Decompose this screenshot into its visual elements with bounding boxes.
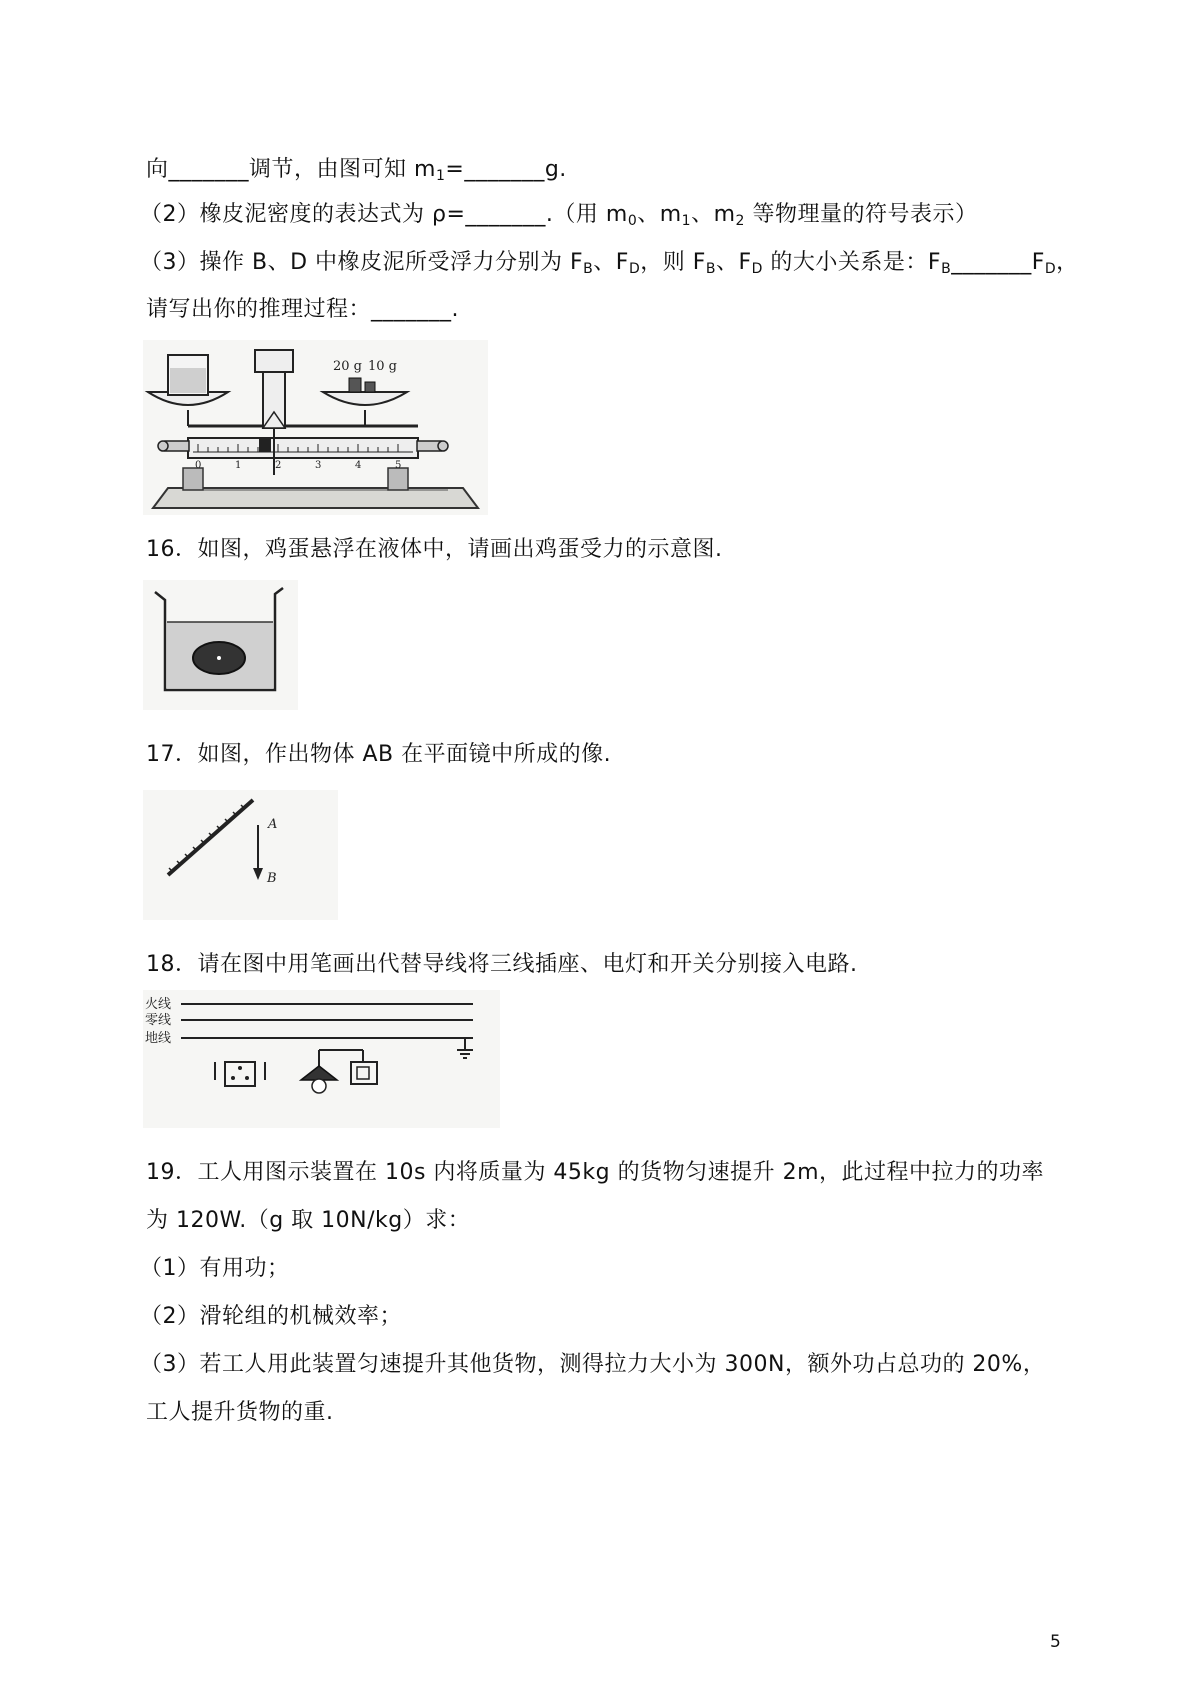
- text: g.: [544, 157, 567, 182]
- weight-label: 10 g: [368, 359, 397, 374]
- label-b: B: [267, 871, 277, 886]
- text-line-1: [146, 155, 567, 185]
- scale-label: 3: [315, 460, 322, 471]
- circuit-diagram: [143, 990, 500, 1128]
- text-line-3: [140, 248, 1079, 278]
- mirror-figure: [143, 790, 338, 920]
- subscript: 1: [435, 168, 446, 184]
- scale-label: 1: [235, 460, 242, 471]
- subscript: D: [751, 261, 763, 277]
- answer-blank: _______: [168, 157, 250, 182]
- text: （3）操作 B、D 中橡皮泥所受浮力分别为 F: [140, 250, 584, 275]
- scale-label: 0: [195, 460, 202, 471]
- text: （2）橡皮泥密度的表达式为 ρ=: [140, 202, 466, 227]
- scale-label: 2: [275, 460, 282, 471]
- answer-blank: _______: [464, 157, 545, 182]
- text-line-2: [140, 200, 977, 230]
- question-19-line-6: 工人提升货物的重.: [146, 1400, 334, 1425]
- subscript: D: [628, 261, 641, 277]
- subscript: B: [583, 261, 594, 277]
- beaker-egg-figure: [143, 580, 298, 710]
- text: .（用 m: [545, 202, 628, 227]
- weight-label: 20 g: [333, 359, 362, 374]
- question-19-part-3: （3）若工人用此装置匀速提升其他货物，测得拉力大小为 300N，额外功占总功的 20%，: [140, 1352, 1046, 1377]
- answer-blank: _______: [465, 202, 546, 227]
- question-16: 16．如图，鸡蛋悬浮在液体中，请画出鸡蛋受力的示意图.: [146, 537, 723, 562]
- subscript: B: [705, 261, 716, 277]
- text: 、m: [691, 202, 736, 227]
- text: 、m: [637, 202, 682, 227]
- text: ，: [1056, 250, 1079, 275]
- text: ，则 F: [640, 250, 706, 275]
- subscript: 0: [627, 213, 638, 229]
- text: 的大小关系是：F: [762, 250, 942, 275]
- question-17: 17．如图，作出物体 AB 在平面镜中所成的像.: [146, 742, 612, 767]
- label-a: A: [268, 817, 278, 832]
- text: .: [451, 297, 460, 322]
- subscript: 2: [735, 213, 745, 229]
- mirror-diagram: [143, 790, 338, 920]
- subscript: B: [941, 261, 952, 277]
- text: 向: [146, 157, 169, 182]
- text: 请写出你的推理过程：: [146, 297, 372, 322]
- question-19-line-2: 为 120W.（g 取 10N/kg）求：: [146, 1208, 471, 1233]
- question-18: 18．请在图中用笔画出代替导线将三线插座、电灯和开关分别接入电路.: [146, 952, 858, 977]
- circuit-figure: [143, 990, 500, 1128]
- subscript: D: [1044, 261, 1057, 277]
- text: =: [445, 157, 465, 182]
- neutral-wire-label: 零线: [145, 1013, 172, 1028]
- text: 调节，由图可知 m: [249, 157, 436, 182]
- answer-blank: _______: [371, 297, 452, 322]
- text-line-4: [146, 295, 459, 325]
- question-19-part-1: （1）有用功；: [140, 1256, 290, 1281]
- scale-label: 5: [395, 460, 402, 471]
- text: 、F: [715, 250, 752, 275]
- subscript: 1: [681, 213, 692, 229]
- question-19-line-1: 19．工人用图示装置在 10s 内将质量为 45kg 的货物匀速提升 2m，此过程中拉力的功率: [146, 1160, 1045, 1185]
- page-number: 5: [1050, 1632, 1061, 1652]
- answer-blank: _______: [951, 250, 1032, 275]
- text: 等物理量的符号表示）: [744, 202, 978, 227]
- scale-label: 4: [355, 460, 362, 471]
- text: F: [1031, 250, 1045, 275]
- ground-wire-label: 地线: [145, 1031, 172, 1046]
- live-wire-label: 火线: [145, 997, 172, 1012]
- balance-diagram: [143, 340, 488, 515]
- balance-figure: [143, 340, 488, 515]
- question-19-part-2: （2）滑轮组的机械效率；: [140, 1304, 402, 1329]
- text: 、F: [593, 250, 629, 275]
- beaker-egg-diagram: [143, 580, 298, 710]
